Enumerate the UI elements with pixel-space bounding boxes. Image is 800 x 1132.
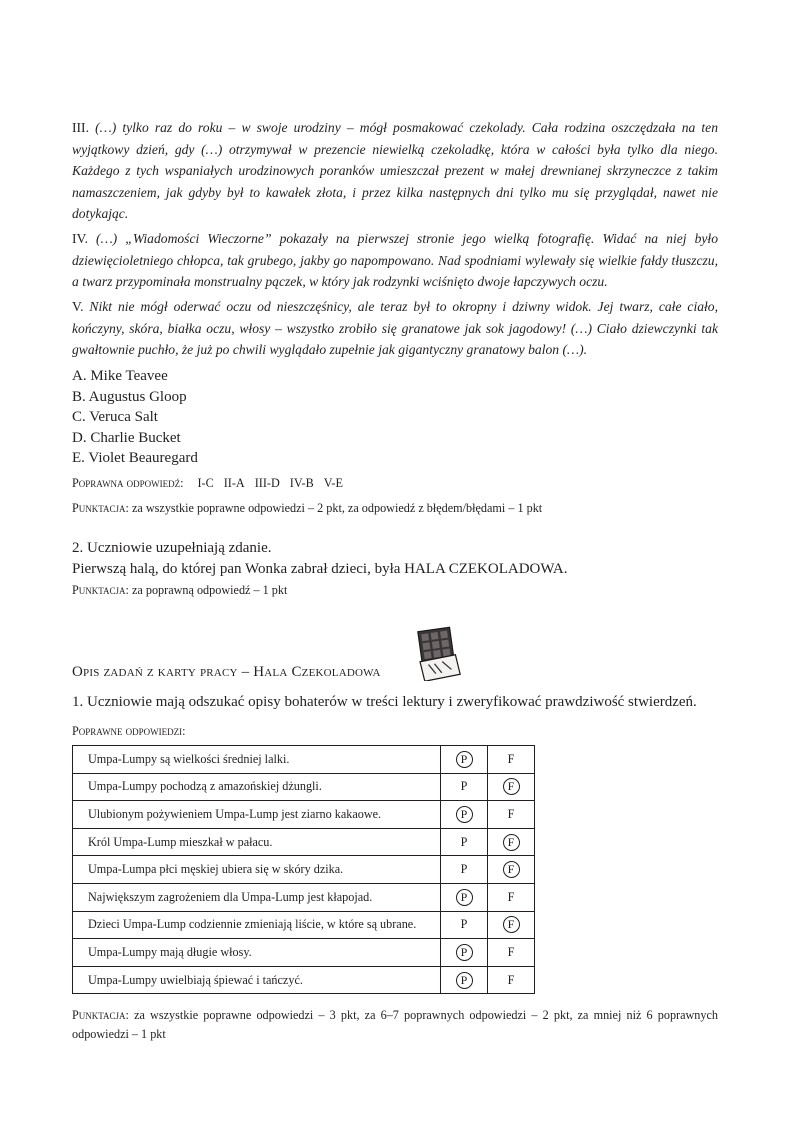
- true-option-cell: [441, 966, 488, 994]
- option-letter: F: [507, 806, 515, 821]
- false-option-cell: [488, 883, 535, 911]
- option-item: B. Augustus Gloop: [72, 388, 187, 405]
- circled-answer-mark: P: [456, 944, 473, 961]
- table-row: [73, 966, 535, 994]
- correct-answer-label: Poprawna odpowiedź:: [72, 476, 184, 490]
- true-option-cell: [441, 773, 488, 801]
- scoring-note-1: [72, 500, 542, 516]
- task-2-instruction: 2. Uczniowie uzupełniają zdanie.: [72, 540, 272, 556]
- statement-cell: Umpa-Lumpy uwielbiają śpiewać i tańczyć.: [73, 966, 441, 994]
- character-options-list: [72, 366, 198, 469]
- option-letter: P: [460, 779, 468, 794]
- scoring-text: za poprawną odpowiedź – 1 pkt: [128, 583, 288, 597]
- answer-pair: III-D: [254, 476, 280, 490]
- true-option-cell: [441, 856, 488, 884]
- false-option-cell: [488, 773, 535, 801]
- excerpt-number: III.: [72, 120, 89, 135]
- correct-answer-line: [72, 475, 353, 491]
- false-option-cell: [488, 911, 535, 939]
- true-option-cell: [441, 746, 488, 774]
- true-option-cell: [441, 828, 488, 856]
- false-option-cell: [488, 966, 535, 994]
- answer-pair: V-E: [323, 476, 343, 490]
- option-item: E. Violet Beauregard: [72, 450, 198, 467]
- option-letter: F: [507, 751, 515, 766]
- false-option-cell: [488, 746, 535, 774]
- circled-answer-mark: F: [503, 778, 520, 795]
- answer-pair: IV-B: [289, 476, 314, 490]
- true-false-table: [72, 745, 535, 994]
- option-letter: F: [507, 944, 515, 959]
- scoring-label: Punktacja:: [72, 583, 129, 597]
- option-letter: F: [507, 889, 515, 904]
- table-row: [73, 911, 535, 939]
- circled-answer-mark: P: [456, 889, 473, 906]
- excerpt-text: Nikt nie mógł oderwać oczu od nieszczęśnicy, ale teraz był to okropny i dziwny widok. Jej twarz, całe ciało, kończyny, skóra, białka oczu, włosy – wszystko zrobiło się granatowe jak sok jagodowy! (…) Ciało dziewczynki tak gwałtownie puchło, że już po chwili wyglądało zupełnie jak gigantyczny granatowy balon (…).: [72, 299, 718, 357]
- scoring-label: Punktacja:: [72, 1008, 129, 1022]
- answer-pair: I-C: [197, 476, 214, 490]
- task-1-instruction: 1. Uczniowie mają odszukać opisy bohaterów w treści lektury i zweryfikować prawdziwość stwierdzeń.: [72, 694, 697, 710]
- excerpt-number: V.: [72, 299, 84, 314]
- option-item: D. Charlie Bucket: [72, 429, 181, 446]
- scoring-label: Punktacja:: [72, 501, 129, 515]
- table-row: [73, 939, 535, 967]
- option-letter: F: [507, 972, 515, 987]
- correct-answers-label: Poprawne odpowiedzi:: [72, 724, 186, 738]
- excerpt-text: (…) tylko raz do roku – w swoje urodziny – mógł posmakować czekolady. Cała rodzina oszczędzała na ten wyjątkowy dzień, gdy (…) otrzymywał w prezencie niewielką czekoladkę, która w całości była tylko dla niego. Każdego z tych wspaniałych urodzinowych poranków umieszczał prezent w małej drewnianej skrzyneczce z takim namaszczeniem, jak gdyby był to kawałek złota, i przez kilka następnych dni tylko mu się przyglądał, nawet nie dotykając.: [72, 120, 718, 221]
- table-row: [73, 828, 535, 856]
- statement-cell: Ulubionym pożywieniem Umpa-Lump jest ziarno kakaowe.: [73, 801, 441, 829]
- statement-cell: Umpa-Lumpy pochodzą z amazońskiej dżungli.: [73, 773, 441, 801]
- table-row: [73, 883, 535, 911]
- circled-answer-mark: P: [456, 972, 473, 989]
- excerpt-text: (…) „Wiadomości Wieczorne” pokazały na pierwszej stronie jego wielką fotografię. Widać na niej było dziewięcioletniego chłopca, tak grubego, jakby go napompowano. Nad spodniami wylewały się wielkie fałdy tłuszczu, a twarz przypominała monstrualny pączek, w który jak rodzynki wciśnięto dwoje łapczywych oczu.: [72, 231, 718, 289]
- option-letter: P: [460, 862, 468, 877]
- chocolate-bar-icon: [415, 625, 463, 681]
- table-row: [73, 773, 535, 801]
- circled-answer-mark: P: [456, 751, 473, 768]
- excerpt-number: IV.: [72, 231, 88, 246]
- table-row: [73, 856, 535, 884]
- false-option-cell: [488, 939, 535, 967]
- excerpt-paragraph-v: [72, 296, 718, 361]
- option-letter: P: [460, 834, 468, 849]
- true-option-cell: [441, 883, 488, 911]
- scoring-note-3: [72, 1006, 718, 1044]
- circled-answer-mark: F: [503, 861, 520, 878]
- circled-answer-mark: P: [456, 806, 473, 823]
- excerpt-paragraph-iii: [72, 117, 718, 225]
- table-row: [73, 746, 535, 774]
- scoring-text: za wszystkie poprawne odpowiedzi – 3 pkt, za 6–7 poprawnych odpowiedzi – 2 pkt, za mniej niż 6 poprawnych odpowiedzi – 1 pkt: [72, 1008, 718, 1041]
- table-row: [73, 801, 535, 829]
- true-option-cell: [441, 801, 488, 829]
- task-2: [72, 538, 567, 579]
- option-item: C. Veruca Salt: [72, 409, 158, 426]
- scoring-note-2: [72, 582, 287, 598]
- false-option-cell: [488, 828, 535, 856]
- excerpt-paragraph-iv: [72, 228, 718, 293]
- statement-cell: Umpa-Lumpy są wielkości średniej lalki.: [73, 746, 441, 774]
- false-option-cell: [488, 856, 535, 884]
- statement-cell: Umpa-Lumpy mają długie włosy.: [73, 939, 441, 967]
- false-option-cell: [488, 801, 535, 829]
- answer-pair: II-A: [223, 476, 245, 490]
- statement-cell: Największym zagrożeniem dla Umpa-Lump jest kłapojad.: [73, 883, 441, 911]
- circled-answer-mark: F: [503, 916, 520, 933]
- true-option-cell: [441, 939, 488, 967]
- task-2-answer: Pierwszą halą, do której pan Wonka zabrał dzieci, była HALA CZEKOLADOWA.: [72, 560, 568, 577]
- statement-cell: Umpa-Lumpa płci męskiej ubiera się w skóry dzika.: [73, 856, 441, 884]
- option-letter: P: [460, 917, 468, 932]
- true-option-cell: [441, 911, 488, 939]
- circled-answer-mark: F: [503, 834, 520, 851]
- statement-cell: Dzieci Umpa-Lump codziennie zmieniają liście, w które są ubrane.: [73, 911, 441, 939]
- statement-cell: Król Umpa-Lump mieszkał w pałacu.: [73, 828, 441, 856]
- option-item: A. Mike Teavee: [72, 368, 168, 384]
- section-heading: Opis zadań z karty pracy – Hala Czekoladowa: [72, 664, 381, 680]
- scoring-text: za wszystkie poprawne odpowiedzi – 2 pkt, za odpowiedź z błędem/błędami – 1 pkt: [128, 501, 543, 515]
